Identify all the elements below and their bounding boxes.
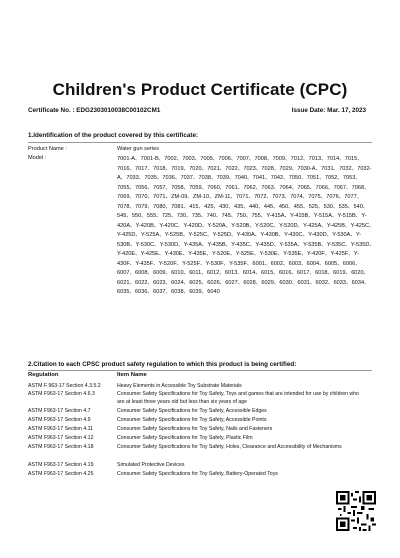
model-number: 6004、 xyxy=(306,260,325,267)
model-number: 7032、 xyxy=(339,165,358,172)
item-name-cell: Consumer Safety Specifications for Toy Safety, Plastic Film xyxy=(117,435,253,441)
model-number: 6025、 xyxy=(189,279,208,286)
model-number: 7074、 xyxy=(290,194,309,200)
model-number: Y-520E、 xyxy=(212,251,236,257)
model-number: 7035、 xyxy=(144,175,163,181)
model-number: 6026、 xyxy=(207,279,226,286)
model-number: Y-535A、 xyxy=(279,241,304,248)
certificate-number-block xyxy=(28,107,160,114)
regulation-cell: ASTM F963-17 Section 4.12 xyxy=(28,435,94,441)
model-label: Model : xyxy=(28,155,47,161)
model-number: Y-430E、 xyxy=(164,251,189,257)
issue-date: Mar. 17, 2023 xyxy=(327,107,366,114)
model-number: 7064、 xyxy=(279,184,298,191)
model-number: 435、 xyxy=(234,203,249,210)
model-number: 6023、 xyxy=(153,279,172,286)
model-number: Y-435C、 xyxy=(231,241,256,248)
model-number: 7002、 xyxy=(164,156,183,162)
model-number: Y-430F、 xyxy=(117,251,359,267)
model-number: 7070、 xyxy=(135,194,154,200)
model-number: Y-530C、 xyxy=(135,241,160,248)
model-number: 7009、 xyxy=(272,156,291,162)
model-number: 6013、 xyxy=(224,270,243,276)
model-number: 430、 xyxy=(219,203,234,210)
model-number: Y-415B、 xyxy=(290,213,314,219)
column-regulation: Regulation xyxy=(28,372,59,378)
model-number: 450、 xyxy=(278,203,294,210)
regulation-cell: ASTM F963-17 Section 4.9 xyxy=(28,417,91,423)
model-number: 6012、 xyxy=(206,270,225,276)
model-number: 7067、 xyxy=(333,184,352,191)
model-number: Y-435E、 xyxy=(188,251,212,257)
model-number: 7051、 xyxy=(306,175,325,181)
item-name-cell: Consumer Safety Specifications for Toy Safety, Accessible Edges xyxy=(117,408,267,414)
item-name-cell: Heavy Elements in Accessible Toy Substrate Materials xyxy=(117,383,242,389)
model-number: 6001、 xyxy=(252,260,271,267)
model-number: 7033、 xyxy=(126,175,145,181)
model-number: 7078、 xyxy=(117,203,136,210)
item-name-cell: Consumer Safety Specifications for Toy Safety, Battery-Operated Toys xyxy=(117,471,278,477)
model-number: Y-535C、 xyxy=(326,241,351,248)
model-number: 6011、 xyxy=(189,270,207,276)
model-number: 7036、 xyxy=(162,175,181,181)
divider xyxy=(28,142,372,143)
model-number: 7079、 xyxy=(135,203,154,210)
model-number: 7015、 xyxy=(344,156,363,162)
model-number: 7041、 xyxy=(252,175,271,181)
model-number: 7040、 xyxy=(234,175,253,181)
issue-date-block xyxy=(292,107,366,114)
model-number: Y-535B、 xyxy=(303,241,327,248)
model-number: 6003、 xyxy=(288,260,307,267)
model-number: 7031、 xyxy=(321,165,340,172)
model-number: 7001-A、 xyxy=(117,156,141,162)
model-number: 6033、 xyxy=(333,279,352,286)
model-number: Y-525F、 xyxy=(182,260,206,267)
model-number: 525、 xyxy=(308,203,324,210)
model-number: Y-420E、 xyxy=(117,251,141,257)
model-number: 7007、 xyxy=(236,156,255,162)
model-number: 7005、 xyxy=(200,156,219,162)
model-number: 7014、 xyxy=(326,156,345,162)
model-number: 7055、 xyxy=(117,184,136,191)
section2-heading: 2.Citation to each CPSC product safety regulation to which this product is being certified: xyxy=(28,361,297,368)
model-number: Y-520C、 xyxy=(255,222,280,229)
column-item-name: Item Name xyxy=(117,372,147,378)
model-number: 6010、 xyxy=(171,270,190,276)
model-number: ZM-11、 xyxy=(214,194,237,200)
model-number: Y-425C、 xyxy=(350,222,375,229)
product-name-label: Product Name : xyxy=(28,146,67,152)
regulation-cell: ASTM F963-17 Section 4.6.3 xyxy=(28,391,95,397)
model-number: Y-520B、 xyxy=(231,222,256,229)
model-number: 7062、 xyxy=(243,184,262,191)
model-number: 6040 xyxy=(207,289,220,295)
section1-heading: 1.Identification of the product covered by this certificate: xyxy=(28,132,199,139)
model-number: Y-535F、 xyxy=(229,260,253,267)
model-number: 7081、 xyxy=(171,203,190,210)
model-number: 7052、 xyxy=(324,175,343,181)
model-number: 7073、 xyxy=(272,194,291,200)
model-number: 6022、 xyxy=(135,279,154,286)
model-number: Y-520D、 xyxy=(279,222,304,229)
model-number: 6024、 xyxy=(171,279,190,286)
model-number: 6005、 xyxy=(324,260,343,267)
model-number: 6015、 xyxy=(260,270,279,276)
model-number: 7058、 xyxy=(171,184,190,191)
model-number: 7072、 xyxy=(254,194,273,200)
model-number: 7075、 xyxy=(308,194,327,200)
model-number: 6028、 xyxy=(243,279,262,286)
regulation-cell: ASTM F963-17 Section 4.25 xyxy=(28,471,94,477)
model-number: 7019、 xyxy=(171,165,190,172)
model-number: Y-420A、 xyxy=(117,213,367,229)
model-number: 7022、 xyxy=(225,165,244,172)
model-number: 7029、 xyxy=(279,165,298,172)
model-number: 7017、 xyxy=(135,165,154,172)
regulation-cell: ASTM F963-17 Section 4.11 xyxy=(28,426,94,432)
model-number: 7068、 xyxy=(351,184,370,191)
model-number: 730、 xyxy=(176,213,192,219)
model-number: 415、 xyxy=(189,203,205,210)
model-number: Y-530F、 xyxy=(205,260,230,267)
model-number: Y-420B、 xyxy=(135,222,160,229)
model-number: 7057、 xyxy=(153,184,172,191)
model-number: Y-425E、 xyxy=(140,251,165,257)
model-number: 7080、 xyxy=(153,203,172,210)
model-number: Y-435F、 xyxy=(135,260,159,267)
certificate-number-label: Certificate No. : xyxy=(28,107,75,114)
model-number: 6008、 xyxy=(135,270,154,276)
model-number: 740、 xyxy=(206,213,222,219)
model-number: Y-530E、 xyxy=(259,251,284,257)
certificate-number: EDG2303010038C00102CM1 xyxy=(76,107,161,114)
model-number: 6017、 xyxy=(297,270,316,276)
model-number: Y-515B、 xyxy=(337,213,362,219)
model-number: 6035、 xyxy=(117,289,136,295)
model-number: 745、 xyxy=(221,213,237,219)
model-number: 7069、 xyxy=(117,194,136,200)
model-number: ZM-09、 xyxy=(171,194,193,200)
model-number: 6014、 xyxy=(242,270,261,276)
model-number: Y-435D、 xyxy=(255,241,280,248)
model-number: Y-530B、 xyxy=(117,232,362,248)
model-number: Y-525D、 xyxy=(212,232,237,238)
model-number: Y-420D、 xyxy=(183,222,208,229)
model-number: Y-430C、 xyxy=(284,232,309,238)
model-number: 7013、 xyxy=(308,156,327,162)
model-number: 750、 xyxy=(236,213,252,219)
model-number: 7039、 xyxy=(216,175,235,181)
model-number: Y-525C、 xyxy=(188,232,213,238)
model-number: 7077、 xyxy=(344,194,363,200)
model-number: 7071、 xyxy=(153,194,172,200)
model-number: 6018、 xyxy=(315,270,334,276)
model-number: 6002、 xyxy=(270,260,289,267)
model-number: 7032-A、 xyxy=(117,165,372,181)
model-number: 555、 xyxy=(146,213,162,219)
model-number: 7016、 xyxy=(117,165,136,172)
model-number: 725、 xyxy=(161,213,177,219)
model-number: 545、 xyxy=(117,213,132,219)
model-number: Y-425A、 xyxy=(303,222,327,229)
model-number: 7038、 xyxy=(198,175,217,181)
model-number: 7021、 xyxy=(207,165,226,172)
model-number: Y-430B、 xyxy=(260,232,285,238)
model-number: 440、 xyxy=(248,203,264,210)
model-number: Y-435A、 xyxy=(183,241,208,248)
model-number: Y-535E、 xyxy=(283,251,307,257)
model-number: Y-520A、 xyxy=(207,222,232,229)
certificate-line xyxy=(28,107,366,114)
regulation-cell: ASTM F963-17 Section 4.7 xyxy=(28,408,91,414)
model-number: 7030-A、 xyxy=(297,165,322,172)
model-number: 6032、 xyxy=(315,279,334,286)
model-number: 7056、 xyxy=(135,184,154,191)
product-name-row xyxy=(28,146,160,152)
issue-date-label: Issue Date: xyxy=(291,107,326,114)
model-number: 7008、 xyxy=(254,156,273,162)
model-number: Y-535D、 xyxy=(350,241,375,248)
model-number: 755、 xyxy=(251,213,267,219)
model-number: 7060、 xyxy=(207,184,226,191)
regulation-cell: ASTM F 963-17 Section 4.3.5.2 xyxy=(28,383,101,389)
model-number: 735、 xyxy=(191,213,207,219)
model-number: Y-425F、 xyxy=(330,251,354,257)
model-number: 7076、 xyxy=(326,194,345,200)
model-number: Y-420F、 xyxy=(307,251,331,257)
model-number: 6037、 xyxy=(153,289,172,295)
model-number: Y-425D、 xyxy=(117,232,142,238)
model-number: 7037、 xyxy=(180,175,199,181)
model-number: 7059、 xyxy=(189,184,208,191)
model-number: 7071、 xyxy=(236,194,255,200)
model-number: 7065、 xyxy=(297,184,316,191)
model-number: 7063、 xyxy=(261,184,280,191)
model-number: 7003、 xyxy=(182,156,201,162)
model-number: 425、 xyxy=(204,203,220,210)
regulation-cell: ASTM F963-17 Section 4.19 xyxy=(28,462,94,468)
model-number: ZM-10、 xyxy=(192,194,215,200)
model-number: 535、 xyxy=(338,203,354,210)
model-list xyxy=(117,155,375,298)
item-name-cell: Consumer Safety Specifications for Toy Safety, Toys and games that are intended for use by children who are at least three years old but less than six years of age xyxy=(117,391,359,406)
model-number: Y-515A、 xyxy=(313,213,338,219)
model-number: Y-420C、 xyxy=(159,222,184,229)
model-number: 6006、 xyxy=(342,260,361,267)
model-number: 445、 xyxy=(263,203,279,210)
model-number: 6031、 xyxy=(297,279,316,286)
model-number: 7001-B、 xyxy=(140,156,165,162)
model-number: 530、 xyxy=(323,203,339,210)
model-number: 540、 xyxy=(353,203,369,210)
model-number: 6034、 xyxy=(351,279,370,286)
model-number: 6038、 xyxy=(171,289,190,295)
model-number: 7061、 xyxy=(225,184,244,191)
model-number: 6007、 xyxy=(117,270,136,276)
model-number: 7066、 xyxy=(315,184,334,191)
model-number: 6009、 xyxy=(153,270,172,276)
model-number: 7006、 xyxy=(218,156,237,162)
model-number: Y-430D、 xyxy=(308,232,333,238)
model-number: 6030、 xyxy=(279,279,298,286)
page-title: Children's Product Certificate (CPC) xyxy=(52,80,348,99)
model-number: 455、 xyxy=(293,203,309,210)
model-number: Y-415A、 xyxy=(266,213,291,219)
model-number: 7042、 xyxy=(270,175,289,181)
model-number: Y-525E、 xyxy=(235,251,260,257)
regulation-table-header xyxy=(28,372,372,378)
model-number: Y-520F、 xyxy=(158,260,183,267)
model-number: Y-525A、 xyxy=(141,232,165,238)
model-number: 6039、 xyxy=(189,289,208,295)
divider xyxy=(28,370,372,371)
model-number: 7020、 xyxy=(189,165,208,172)
model-number: 7053、 xyxy=(342,175,361,181)
model-number: Y-430A、 xyxy=(236,232,261,238)
item-name-cell: Consumer Safety Specifications for Toy Safety, Nails and Fasteners xyxy=(117,426,273,432)
model-number: 6021、 xyxy=(117,279,136,286)
model-number: 7050、 xyxy=(288,175,307,181)
model-number: Y-530D、 xyxy=(159,241,184,248)
product-name: Water gun series xyxy=(117,146,160,152)
model-number: 6029、 xyxy=(261,279,280,286)
model-number: 7028、 xyxy=(261,165,280,172)
model-number: 6016、 xyxy=(279,270,298,276)
model-number: 6036、 xyxy=(135,289,154,295)
model-row xyxy=(28,155,46,161)
item-name-cell: Simulated Protective Devices xyxy=(117,462,185,468)
model-number: 550、 xyxy=(131,213,147,219)
model-number: 6019、 xyxy=(333,270,352,276)
model-number: Y-425B、 xyxy=(326,222,351,229)
item-name-cell: Consumer Safety Specifications for Toy Safety, Accessible Points xyxy=(117,417,267,423)
model-number: 7018、 xyxy=(153,165,172,172)
model-number: Y-525B、 xyxy=(164,232,189,238)
model-number: 6020、 xyxy=(351,270,370,276)
model-number: Y-530A、 xyxy=(332,232,356,238)
qr-code-icon xyxy=(336,491,376,531)
model-number: Y-435B、 xyxy=(207,241,232,248)
regulation-cell: ASTM F963-17 Section 4.18 xyxy=(28,444,94,450)
model-number: 7012、 xyxy=(290,156,309,162)
model-number: 6027、 xyxy=(225,279,244,286)
model-number: 7023、 xyxy=(243,165,262,172)
item-name-cell: Consumer Safety Specifications for Toy Safety, Holes, Clearance and Accessibility of Mechanisms xyxy=(117,444,342,450)
